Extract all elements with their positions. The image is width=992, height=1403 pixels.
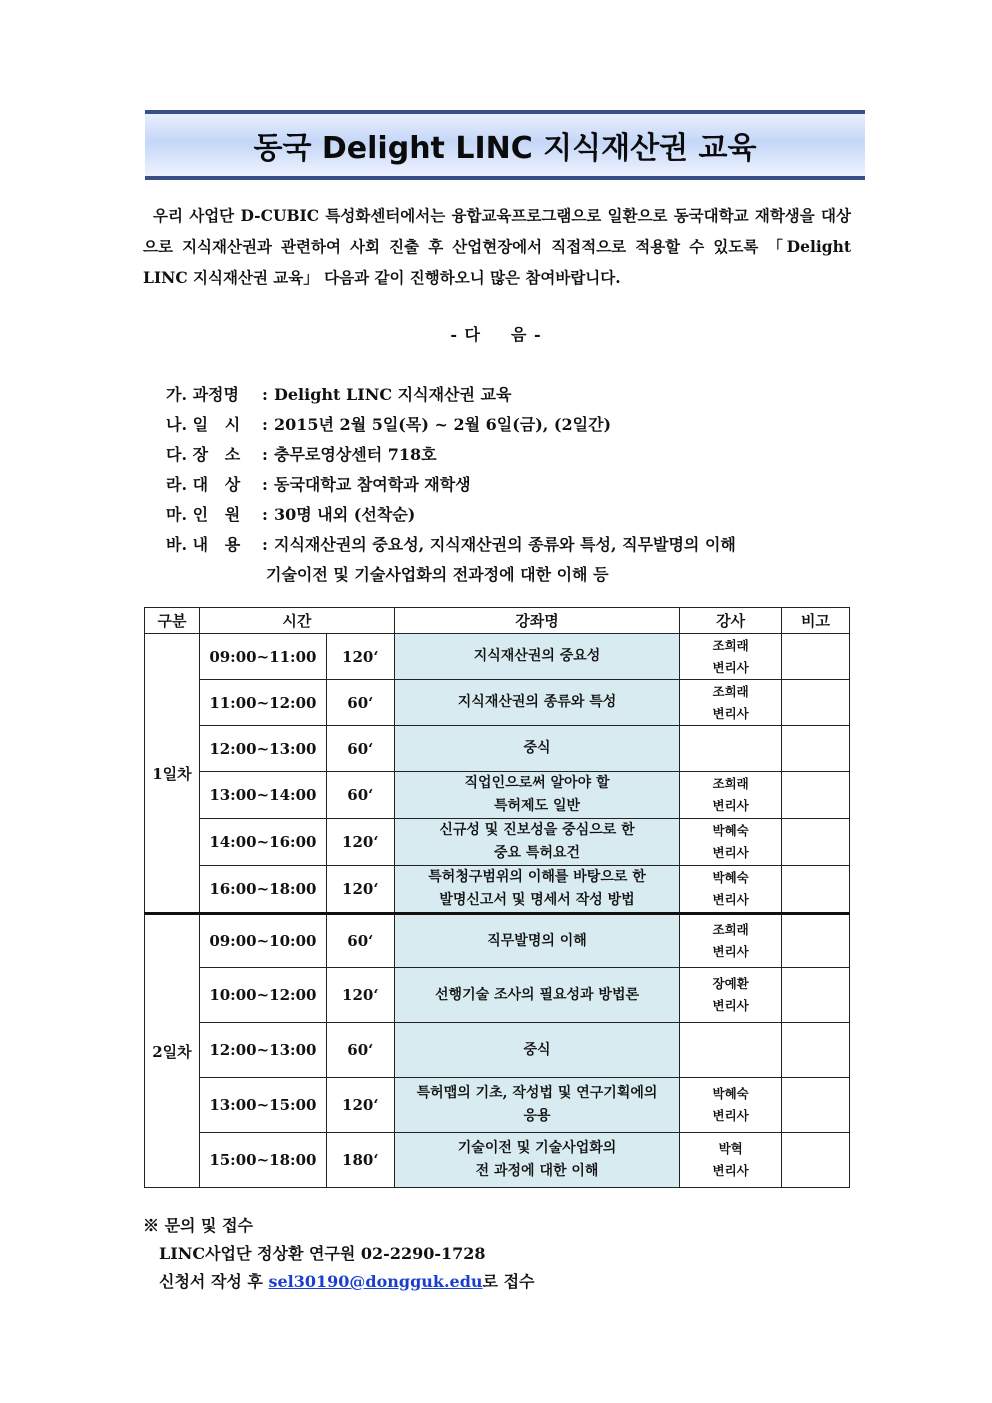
table-row (145, 866, 850, 914)
note-cell (782, 772, 850, 819)
lecture-cell: 선행기술 조사의 필요성과 방법론 (394, 968, 679, 1023)
time-cell: 11:00~12:00 (199, 680, 326, 726)
info-value: 충무로영상센터 718호 (274, 445, 437, 464)
info-label: 바. 내 용 (166, 535, 241, 554)
table-row (145, 772, 850, 819)
info-value: 30명 내외 (선착순) (274, 505, 416, 524)
minutes-cell: 60‘ (326, 914, 394, 968)
table-row (145, 1133, 850, 1188)
notice-dash-right: 음 - (511, 325, 542, 344)
note-cell (782, 726, 850, 772)
table-row (145, 1023, 850, 1078)
lecture-cell: 특허청구범위의 이해를 바탕으로 한 발명신고서 및 명세서 작성 방법 (394, 866, 679, 914)
info-value: 동국대학교 참여학과 재학생 (274, 475, 471, 494)
minutes-cell: 120‘ (326, 819, 394, 866)
day1-label: 1일차 (145, 634, 200, 914)
table-row (145, 914, 850, 968)
lecture-cell: 중식 (394, 1023, 679, 1078)
table-header-row (145, 608, 850, 634)
info-row-continued (166, 560, 736, 590)
table-row (145, 968, 850, 1023)
note-cell (782, 680, 850, 726)
course-info (166, 380, 736, 590)
header-lecturer: 강사 (680, 608, 782, 634)
header-div: 구분 (145, 608, 200, 634)
info-value: Delight LINC 지식재산권 교육 (274, 385, 512, 404)
info-value: 지식재산권의 중요성, 지식재산권의 종류와 특성, 직무발명의 이해 (274, 535, 736, 554)
time-cell: 10:00~12:00 (199, 968, 326, 1023)
lecture-cell: 직무발명의 이해 (394, 914, 679, 968)
table-row (145, 819, 850, 866)
info-label: 마. 인 원 (166, 505, 241, 524)
lecturer-cell (680, 726, 782, 772)
minutes-cell: 60‘ (326, 726, 394, 772)
time-cell: 13:00~14:00 (199, 772, 326, 819)
minutes-cell: 60‘ (326, 680, 394, 726)
minutes-cell: 60‘ (326, 1023, 394, 1078)
lecture-cell: 지식재산권의 중요성 (394, 634, 679, 680)
lecturer-cell: 박혜숙 변리사 (680, 866, 782, 914)
lecturer-cell: 조희래 변리사 (680, 680, 782, 726)
info-row: 다. 장 소 : 충무로영상센터 718호 (166, 440, 736, 470)
schedule-table (144, 607, 850, 1188)
minutes-cell: 60‘ (326, 772, 394, 819)
notice-heading (0, 322, 992, 345)
apply-line: 신청서 작성 후 sel30190@dongguk.edu로 접수 (159, 1272, 535, 1291)
time-cell: 16:00~18:00 (199, 866, 326, 914)
email-link[interactable]: sel30190@dongguk.edu (268, 1272, 483, 1291)
info-row: 바. 내 용 : 지식재산권의 중요성, 지식재산권의 종류와 특성, 직무발명의 이해 (166, 530, 736, 560)
table-row (145, 1078, 850, 1133)
lecture-cell: 특허맵의 기초, 작성법 및 연구기획에의 응용 (394, 1078, 679, 1133)
minutes-cell: 120‘ (326, 1078, 394, 1133)
contact-section (143, 1212, 535, 1296)
note-cell (782, 1023, 850, 1078)
minutes-cell: 120‘ (326, 866, 394, 914)
note-cell (782, 866, 850, 914)
time-cell: 14:00~16:00 (199, 819, 326, 866)
info-label: 가. 과정명 (166, 385, 239, 404)
page-title: 동국 Delight LINC 지식재산권 교육 (253, 131, 757, 166)
lecturer-cell: 조희래 변리사 (680, 914, 782, 968)
table-row (145, 634, 850, 680)
intro-paragraph (143, 200, 851, 293)
title-banner (145, 110, 865, 180)
contact-heading: ※ 문의 및 접수 (143, 1216, 253, 1235)
intro-text: 우리 사업단 D-CUBIC 특성화센터에서는 융합교육프로그램으로 일환으로 동국대학교 재학생을 대상으로 지식재산권과 관련하여 사회 진출 후 산업현장에서 직접적으로 적용할 수 있도록 「Delight LINC 지식재산권 교육」 다음과 같이 진행하오니 많은 참여바랍니다. (143, 206, 851, 287)
table-row (145, 680, 850, 726)
lecture-cell: 기술이전 및 기술사업화의 전 과정에 대한 이해 (394, 1133, 679, 1188)
lecture-cell: 지식재산권의 종류와 특성 (394, 680, 679, 726)
note-cell (782, 1133, 850, 1188)
lecturer-cell: 박혁 변리사 (680, 1133, 782, 1188)
lecturer-cell: 조희래 변리사 (680, 772, 782, 819)
note-cell (782, 819, 850, 866)
minutes-cell: 180‘ (326, 1133, 394, 1188)
lecturer-cell: 박혜숙 변리사 (680, 819, 782, 866)
info-row: 나. 일 시 : 2015년 2월 5일(목) ~ 2월 6일(금), (2일간) (166, 410, 736, 440)
table-row (145, 726, 850, 772)
info-label: 나. 일 시 (166, 415, 241, 434)
lecturer-cell: 장예환 변리사 (680, 968, 782, 1023)
note-cell (782, 1078, 850, 1133)
info-label: 라. 대 상 (166, 475, 241, 494)
lecture-cell: 신규성 및 진보성을 중심으로 한 중요 특허요건 (394, 819, 679, 866)
time-cell: 09:00~10:00 (199, 914, 326, 968)
contact-line: LINC사업단 정상환 연구원 02-2290-1728 (159, 1244, 486, 1263)
info-continued-value: 기술이전 및 기술사업화의 전과정에 대한 이해 등 (266, 565, 609, 584)
notice-dash-left: - 다 (450, 325, 481, 344)
lecture-cell: 중식 (394, 726, 679, 772)
day2-label: 2일차 (145, 914, 200, 1188)
time-cell: 13:00~15:00 (199, 1078, 326, 1133)
info-row: 가. 과정명 : Delight LINC 지식재산권 교육 (166, 380, 736, 410)
minutes-cell: 120‘ (326, 634, 394, 680)
header-lecture: 강좌명 (394, 608, 679, 634)
lecturer-cell: 조희래 변리사 (680, 634, 782, 680)
minutes-cell: 120‘ (326, 968, 394, 1023)
lecture-cell: 직업인으로써 알아야 할 특허제도 일반 (394, 772, 679, 819)
info-label: 다. 장 소 (166, 445, 241, 464)
note-cell (782, 968, 850, 1023)
info-row: 라. 대 상 : 동국대학교 참여학과 재학생 (166, 470, 736, 500)
header-time: 시간 (199, 608, 394, 634)
lecturer-cell (680, 1023, 782, 1078)
note-cell (782, 634, 850, 680)
header-note: 비고 (782, 608, 850, 634)
time-cell: 09:00~11:00 (199, 634, 326, 680)
lecturer-cell: 박혜숙 변리사 (680, 1078, 782, 1133)
time-cell: 15:00~18:00 (199, 1133, 326, 1188)
info-value: 2015년 2월 5일(목) ~ 2월 6일(금), (2일간) (274, 415, 612, 434)
info-row: 마. 인 원 : 30명 내외 (선착순) (166, 500, 736, 530)
note-cell (782, 914, 850, 968)
time-cell: 12:00~13:00 (199, 1023, 326, 1078)
time-cell: 12:00~13:00 (199, 726, 326, 772)
